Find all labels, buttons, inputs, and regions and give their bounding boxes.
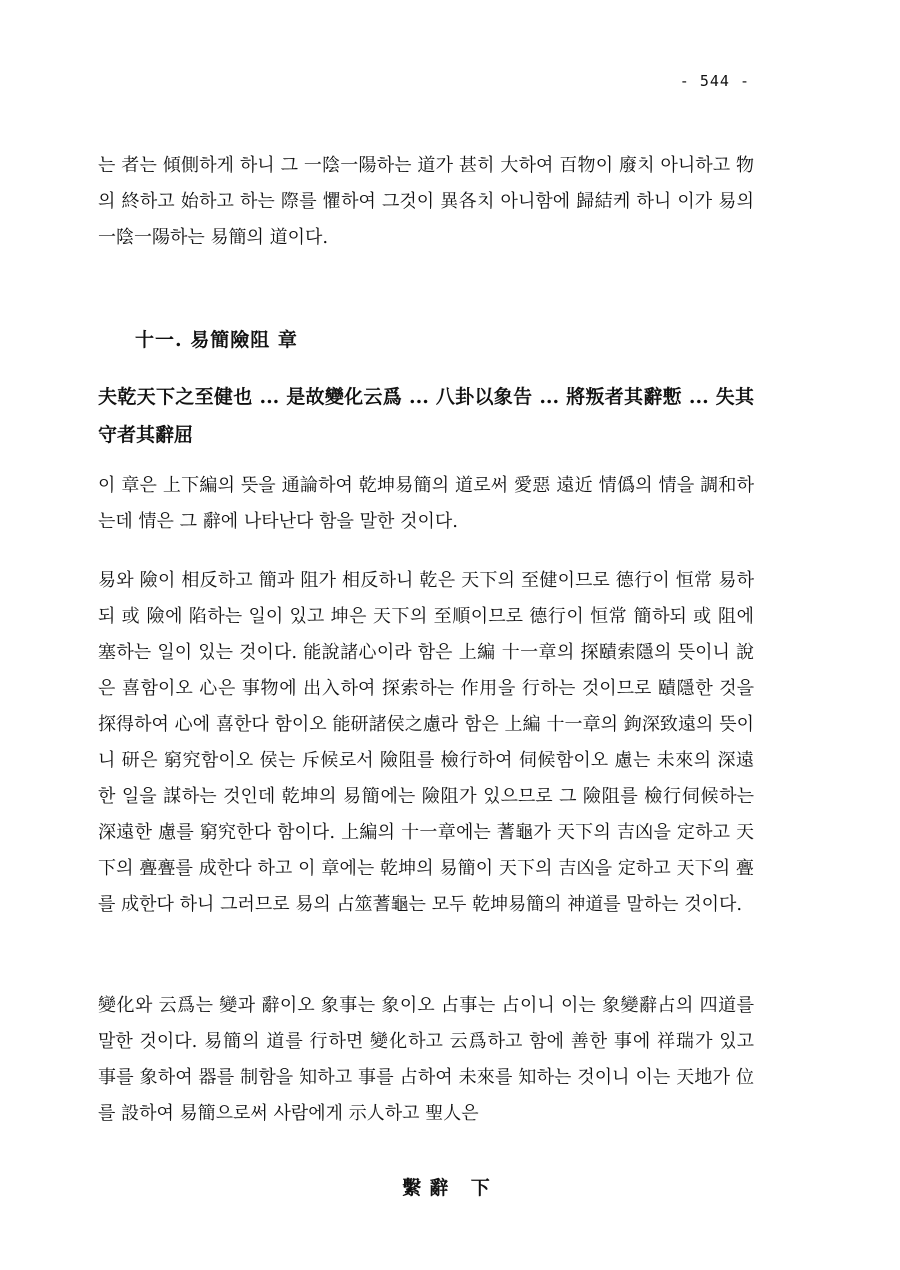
paragraph-2: 易와 險이 相反하고 簡과 阻가 相反하니 乾은 天下의 至健이므로 德行이 恒常 易하되 或 險에 陷하는 일이 있고 坤은 天下의 至順이므로 德行이 恒常 簡하되 或 阻에 塞하는 일이 있는 것이다. 能說諸心이라 함은 上編 十一章의 探賾索隱의 뜻이니 說은 喜함이오 心은 事物에 出入하여 探索하는 作用을 行하는 것이므로 賾隱한 것을 探得하여 心에 喜한다 함이오 能研諸侯之慮라 함은 上編 十一章의 鉤深致遠의 뜻이니 研은 窮究함이오 侯는 斥候로서 險阻를 檢行하여 伺候함이오 慮는 未來의 深遠한 일을 謀하는 것인데 乾坤의 易簡에는 險阻가 있으므로 그 險阻를 檢行伺候하는 深遠한 慮를 窮究한다 함이다. 上編의 十一章에는 蓍龜가 天下의 吉凶을 定하고 天下의 亹亹를 成한다 하고 이 章에는 乾坤의 易簡이 天下의 吉凶을 定하고 天下의 亹를 成한다 하니 그러므로 易의 占筮蓍龜는 모두 乾坤易簡의 神道를 말하는 것이다. — [98, 570, 754, 915]
paragraph-3: 變化와 云爲는 變과 辭이오 象事는 象이오 占事는 占이니 이는 象變辭占의 四道를 말한 것이다. 易簡의 道를 行하면 變化하고 云爲하고 함에 善한 事에 祥瑞가 있고 事를 象하여 器를 制함을 知하고 事를 占하여 未來를 知하는 것이니 이는 天地가 位를 設하여 易簡으로써 사람에게 示人하고 聖人은 — [98, 995, 754, 1124]
section-heading: 十一. 易簡險阻 章 — [135, 329, 298, 351]
continued-paragraph: 는 者는 傾側하게 하니 그 一陰一陽하는 道가 甚히 大하여 百物이 廢치 아니하고 物의 終하고 始하고 하는 際를 懼하여 그것이 異各치 아니함에 歸結케 하니 이가 易의 一陰一陽하는 易簡의 道이다. — [98, 155, 754, 248]
page-footer: 繫辭 下 — [402, 1177, 498, 1199]
paragraph-1: 이 章은 上下編의 뜻을 通論하여 乾坤易簡의 道로써 愛惡 遠近 情僞의 情을 調和하는데 情은 그 辭에 나타난다 함을 말한 것이다. — [98, 475, 754, 532]
page-number: - 544 - — [679, 72, 750, 90]
classical-quote: 夫乾天下之至健也 ... 是故變化云爲 ... 八卦以象告 ... 將叛者其辭慙 ... 失其守者其辭屈 — [98, 386, 754, 446]
